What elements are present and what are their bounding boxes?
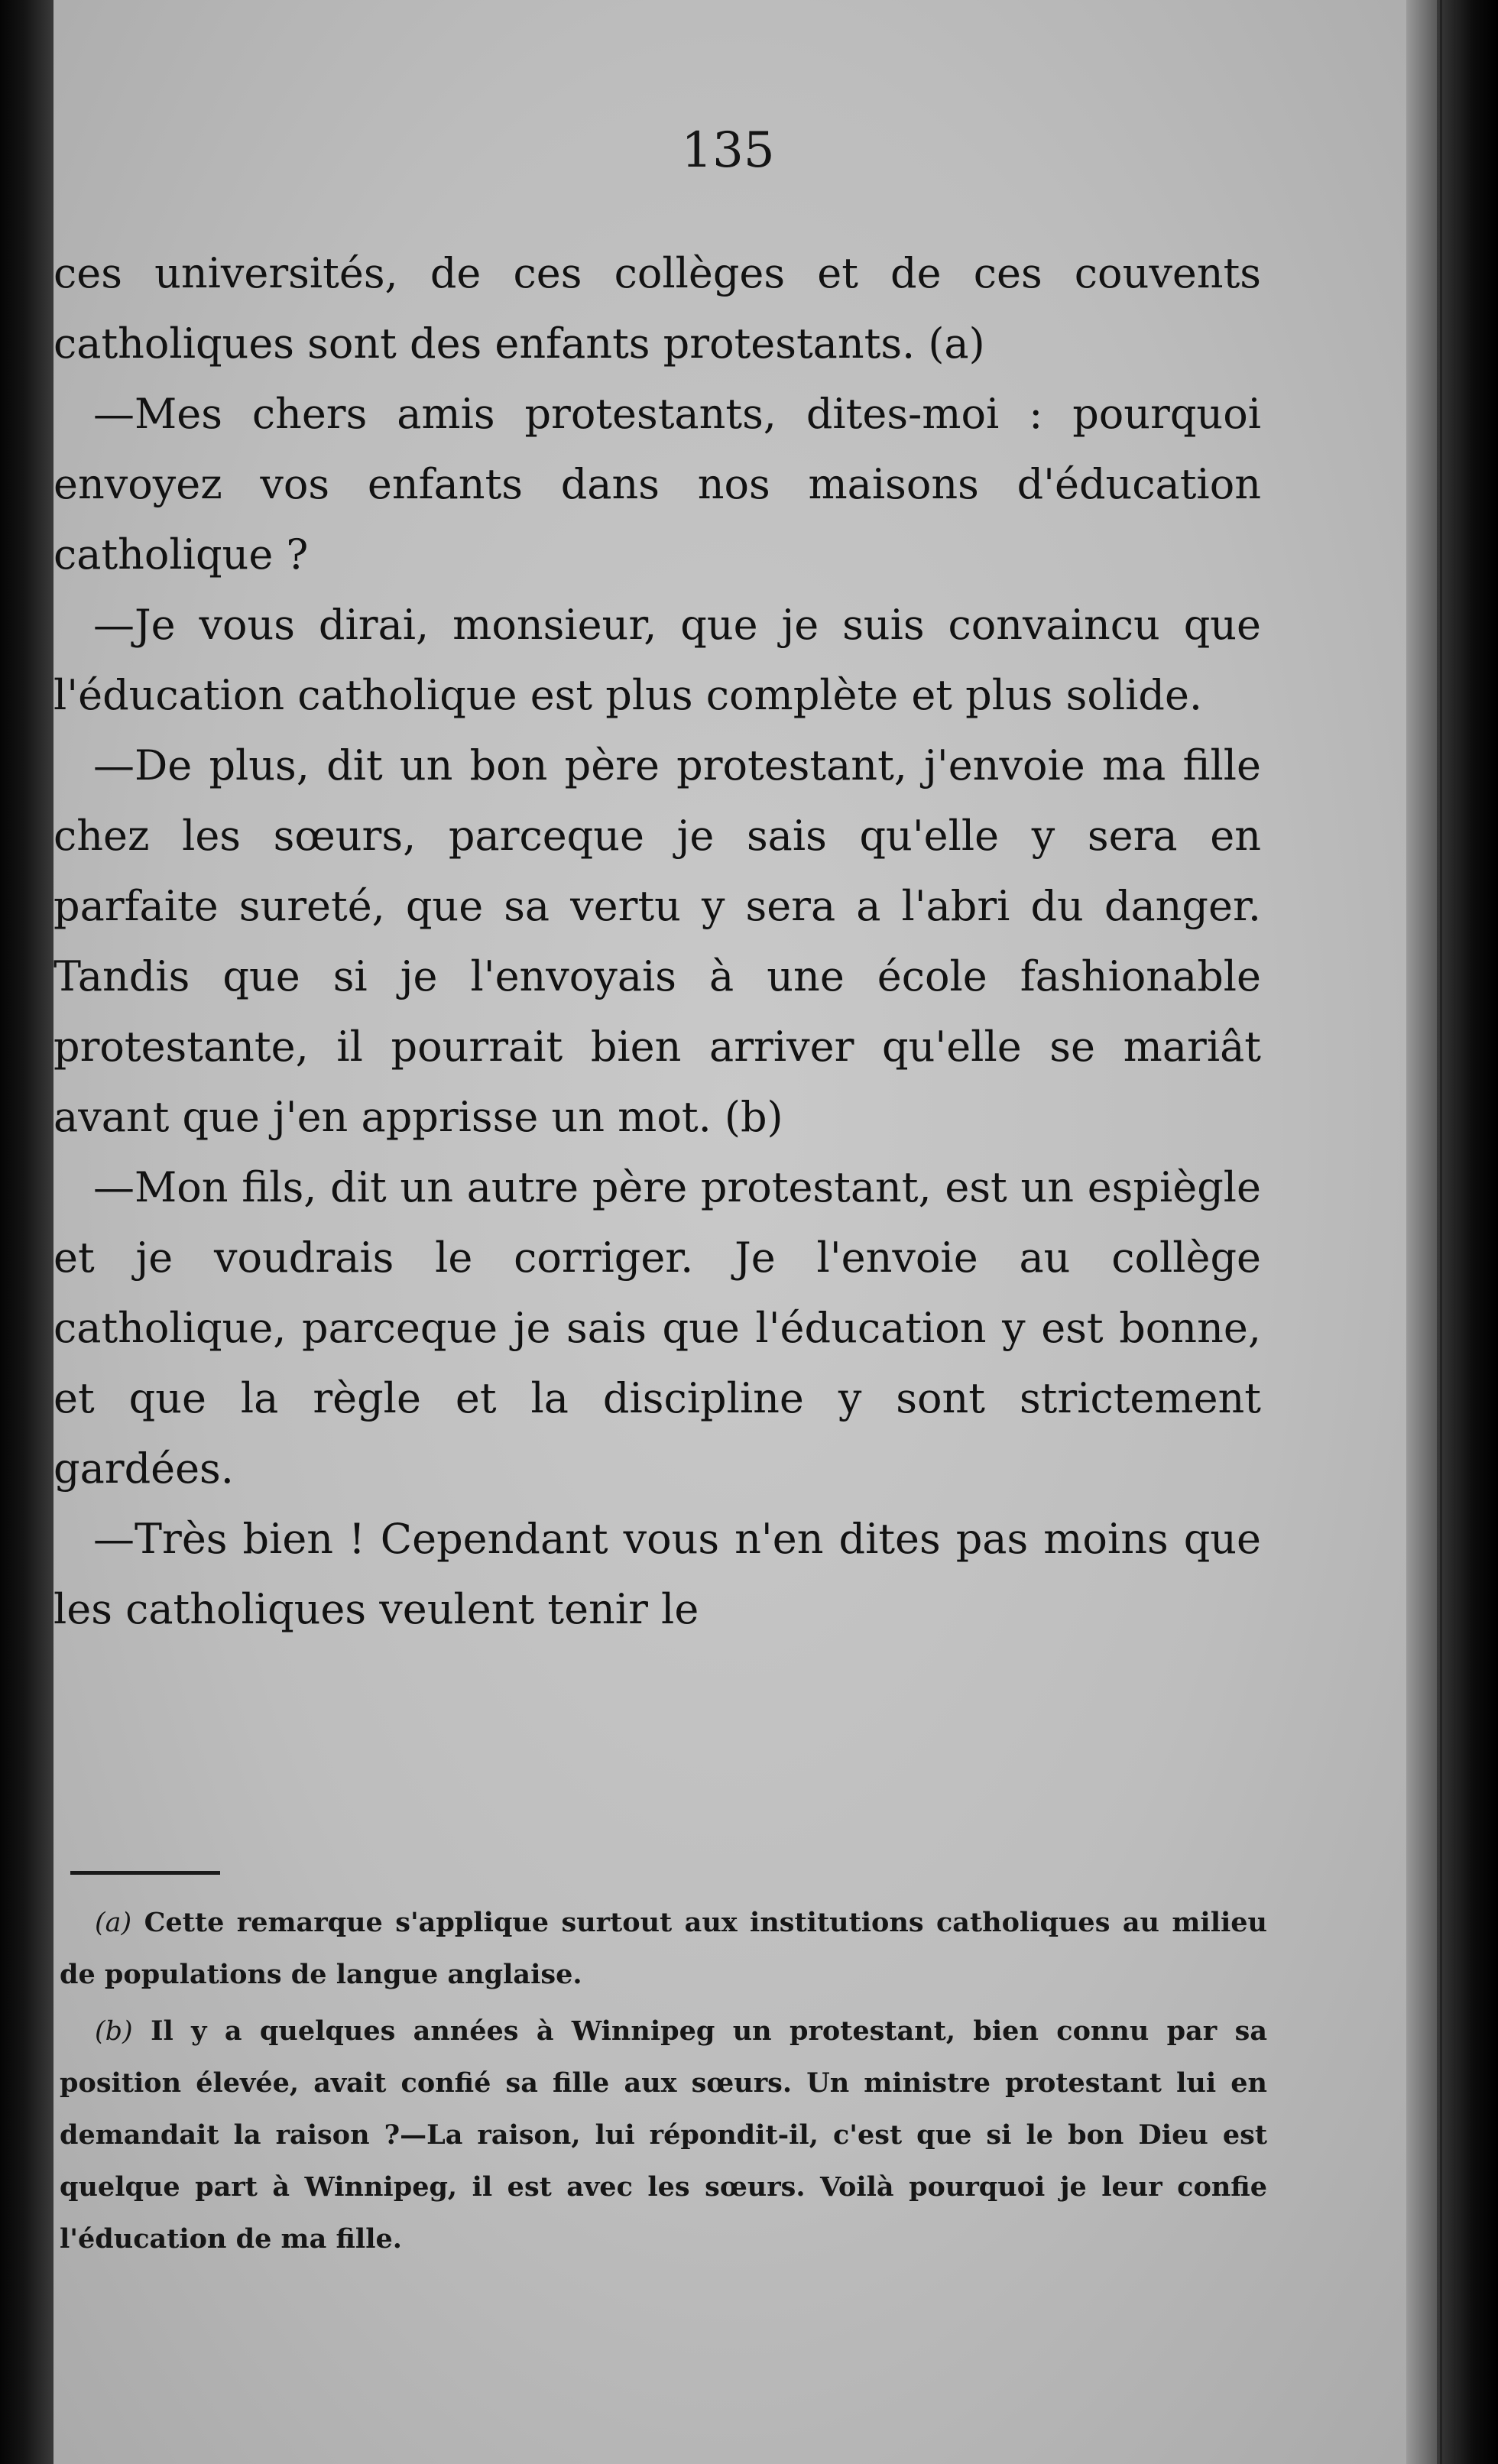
- footnote: [60, 1897, 1267, 2001]
- footnote-rule: [70, 1871, 220, 1875]
- footnote-text: Cette remarque s'applique surtout aux institutions catholiques au milieu de populations de langue anglaise.: [60, 1907, 1268, 1990]
- page-number: 135: [681, 122, 775, 179]
- footnote-marker: (b): [95, 2016, 133, 2047]
- body-text: [54, 238, 1261, 1645]
- page-edge-line: [1440, 0, 1442, 2464]
- scanner-border: [1437, 0, 1498, 2464]
- footnotes: [60, 1897, 1267, 2270]
- paragraph: —Mon fils, dit un autre père protestant, est un espiègle et je voudrais le corriger. Je l'envoie au collège catholique, parceque je sais que l'éducation y est bonne, et que la règle et la discipline y sont strictement gardées.: [54, 1163, 1261, 1493]
- footnote: [60, 2005, 1267, 2265]
- paragraph: —Très bien ! Cependant vous n'en dites pas moins que les catholiques veulent tenir le: [54, 1515, 1261, 1633]
- paragraph: —Je vous dirai, monsieur, que je suis convaincu que l'éducation catholique est plus complète et plus solide.: [54, 601, 1261, 719]
- page-edge-shadow: [1406, 0, 1437, 2464]
- paragraph: ces universités, de ces collèges et de ces couvents catholiques sont des enfants protestants. (a): [54, 249, 1261, 368]
- paragraph: —Mes chers amis protestants, dites-moi : pourquoi envoyez vos enfants dans nos maisons d'éducation catholique ?: [54, 390, 1261, 579]
- footnote-text: Il y a quelques années à Winnipeg un protestant, bien connu par sa position élevée, avait confié sa fille aux sœurs. Un ministre protestant lui en demandait la raison ?—La raison, lui répondit-il, c'est que si le bon Dieu est quelque part à Winnipeg, il est avec les sœurs. Voilà pourquoi je leur confie l'éducation de ma fille.: [60, 2015, 1267, 2255]
- paragraph: —De plus, dit un bon père protestant, j'envoie ma fille chez les sœurs, parceque je sais qu'elle y sera en parfaite sureté, que sa vertu y sera a l'abri du danger. Tandis que si je l'envoyais à une école fashionable protestante, il pourrait bien arriver qu'elle se mariât avant que j'en apprisse un mot. (b): [54, 741, 1261, 1141]
- binding-shadow: [0, 0, 54, 2464]
- page-edge-line: [1454, 0, 1456, 2464]
- footnote-marker: (a): [95, 1908, 132, 1938]
